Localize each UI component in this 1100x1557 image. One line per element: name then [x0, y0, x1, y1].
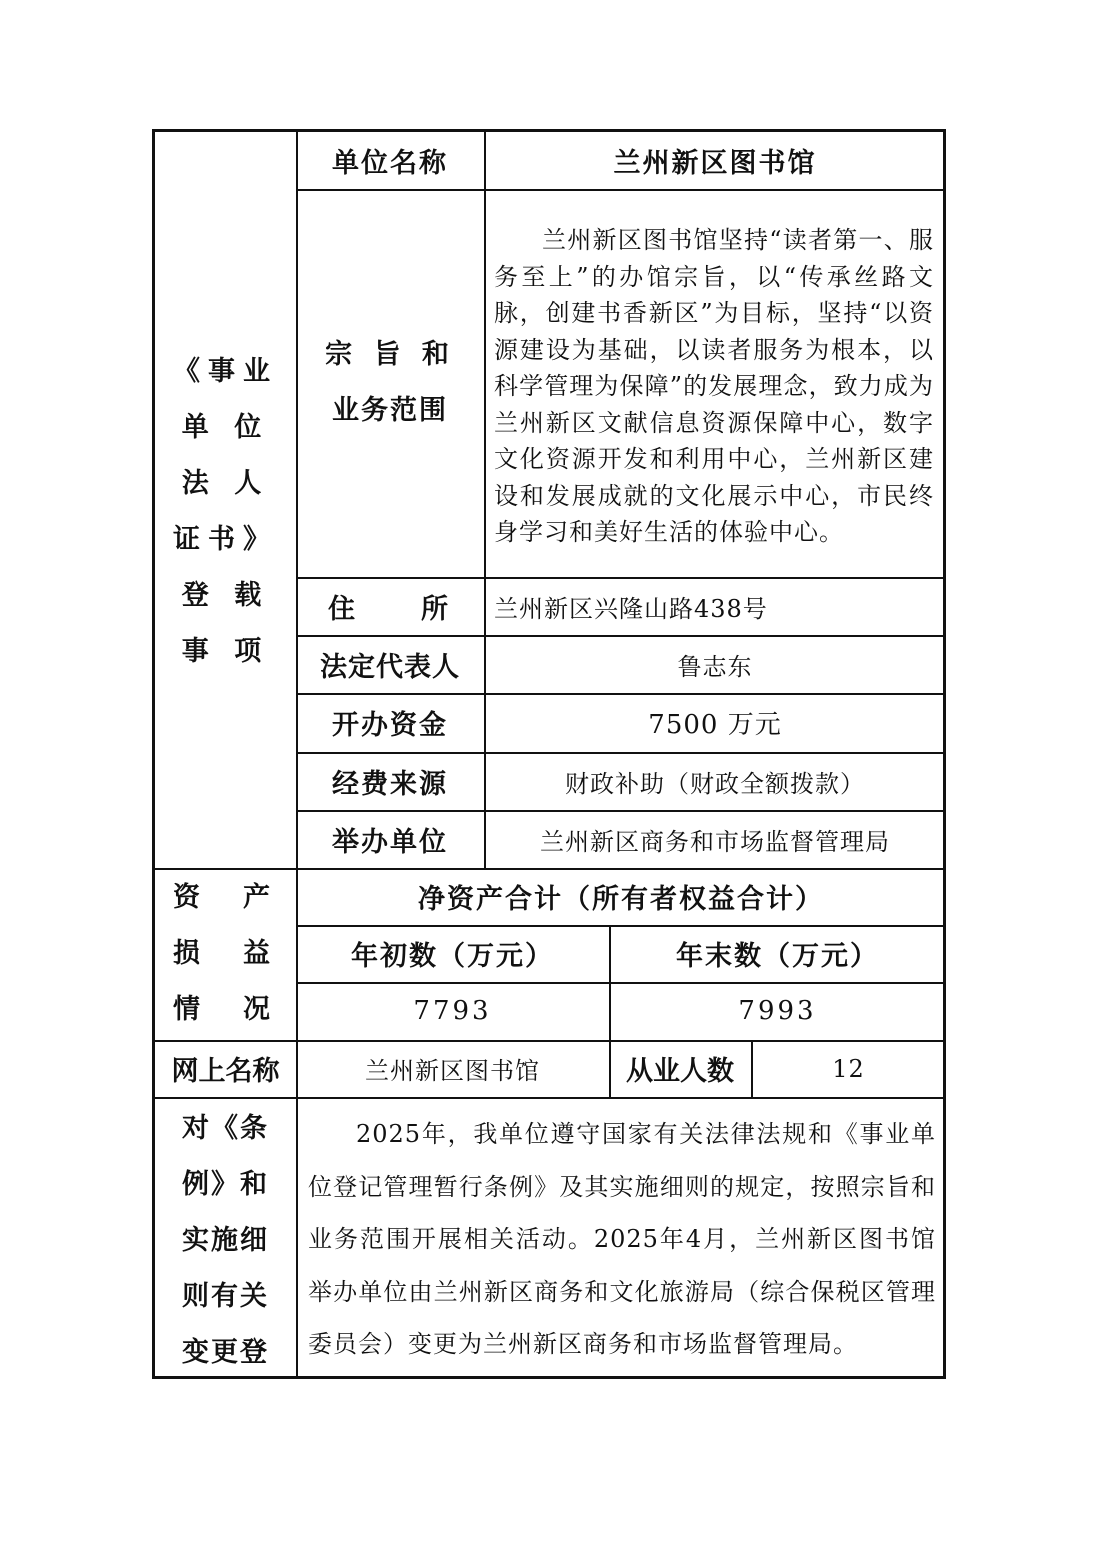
purpose-label-line: 宗 旨 和 [325, 339, 455, 370]
purpose-label-line: 业务范围 [332, 395, 448, 426]
section-line: 实施细 [182, 1225, 269, 1256]
section-line: 法 人 [181, 468, 270, 499]
section-line: 例》和 [182, 1169, 269, 1200]
address-label: 住 所 [328, 593, 452, 625]
assets-header: 净资产合计（所有者权益合计） [418, 884, 824, 915]
purpose-label [296, 189, 484, 577]
staff-value: 12 [832, 1054, 865, 1083]
section-registration-label [155, 312, 296, 712]
section-line: 《事业 [173, 356, 278, 387]
assets-begin-value: 7793 [413, 996, 492, 1026]
section-line: 单 位 [181, 412, 270, 443]
unit-name-value: 兰州新区图书馆 [613, 148, 817, 179]
purpose-text: 兰州新区图书馆坚持“读者第一、服务至上”的办馆宗旨，以“传承丝路文脉，创建书香新区”为目标，坚持“以资源建设为基础，以读者服务为根本，以科学管理为保障”的发展理念，致力成为兰州新区文献信息资源保障中心，数字文化资源开发和利用中心，兰州新区建设和发展成就的文化展示中心，市民终身学习和美好生活的体验中心。 [494, 226, 934, 546]
section-line: 损 益 [173, 938, 278, 969]
legal-rep-value: 鲁志东 [677, 652, 753, 681]
sponsor-label: 举办单位 [332, 826, 448, 858]
report-table [152, 129, 946, 1379]
capital-label: 开办资金 [332, 710, 448, 741]
section-line: 证书》 [173, 524, 278, 555]
legal-rep-label: 法定代表人 [320, 651, 460, 683]
unit-name-label: 单位名称 [332, 148, 448, 179]
assets-begin-label: 年初数（万元） [351, 941, 554, 972]
section-assets-label [155, 868, 296, 1040]
online-name-label: 网上名称 [171, 1056, 280, 1087]
regulations-text: 2025年，我单位遵守国家有关法律法规和《事业单位登记管理暂行条例》及其实施细则的规定，按照宗旨和业务范围开展相关活动。2025年4月，兰州新区图书馆举办单位由兰州新区商务和文化旅游局（综合保税区管理委员会）变更为兰州新区商务和市场监督管理局。 [308, 1120, 936, 1358]
section-line: 变更登 [182, 1337, 269, 1368]
address-value: 兰州新区兴隆山路438号 [494, 594, 768, 623]
online-name-value: 兰州新区图书馆 [365, 1057, 540, 1085]
funding-value: 财政补助（财政全额拨款） [565, 769, 865, 798]
section-line: 事 项 [181, 636, 270, 667]
capital-value: 7500 万元 [648, 710, 782, 740]
funding-label: 经费来源 [332, 768, 448, 800]
section-line: 情 况 [173, 994, 278, 1025]
section-line: 登 载 [181, 580, 270, 611]
assets-end-label: 年末数（万元） [676, 941, 879, 972]
section-line: 对《条 [182, 1113, 269, 1144]
assets-end-value: 7993 [738, 996, 817, 1026]
staff-label: 从业人数 [626, 1056, 734, 1087]
section-line: 资 产 [173, 882, 278, 913]
section-regulations-label [155, 1097, 296, 1379]
sponsor-value: 兰州新区商务和市场监督管理局 [540, 827, 890, 856]
section-line: 则有关 [182, 1281, 269, 1312]
